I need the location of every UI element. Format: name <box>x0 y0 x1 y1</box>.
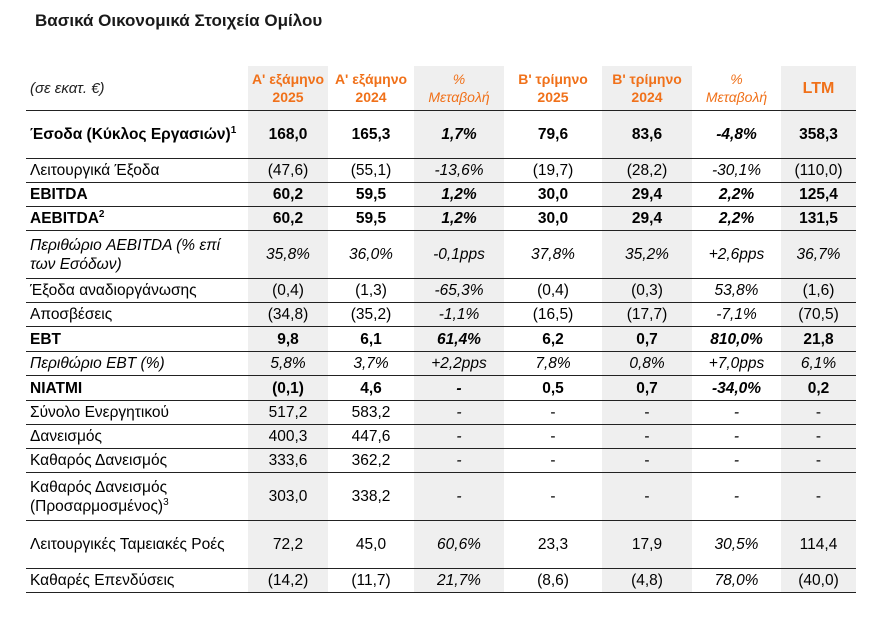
table-cell: - <box>781 425 856 449</box>
table-cell: (1,6) <box>781 279 856 303</box>
col-h1-2024: Α' εξάμηνο 2024 <box>328 66 414 111</box>
table-cell: 17,9 <box>602 521 692 569</box>
table-cell: (0,4) <box>504 279 602 303</box>
table-cell: 0,5 <box>504 376 602 401</box>
table-row <box>26 303 856 327</box>
table-cell: 131,5 <box>781 207 856 231</box>
table-cell: 517,2 <box>248 401 328 425</box>
table-cell: 125,4 <box>781 183 856 207</box>
table-cell: 30,0 <box>504 207 602 231</box>
table-cell: 29,4 <box>602 183 692 207</box>
row-label: EBT <box>26 327 248 352</box>
table-row <box>26 449 856 473</box>
table-cell: (55,1) <box>328 159 414 183</box>
financial-table <box>26 66 856 593</box>
row-label: NIATMI <box>26 376 248 401</box>
table-cell: 1,7% <box>414 111 504 159</box>
table-cell: (28,2) <box>602 159 692 183</box>
table-cell: 0,7 <box>602 376 692 401</box>
table-cell: 23,3 <box>504 521 602 569</box>
table-row <box>26 207 856 231</box>
table-cell: -30,1% <box>692 159 781 183</box>
table-cell: 72,2 <box>248 521 328 569</box>
table-cell: (11,7) <box>328 569 414 593</box>
col-q2-2024: Β' τρίμηνο 2024 <box>602 66 692 111</box>
col-ltm: LTM <box>781 66 856 111</box>
table-row <box>26 569 856 593</box>
table-cell: - <box>781 473 856 521</box>
table-cell: (17,7) <box>602 303 692 327</box>
table-cell: 30,5% <box>692 521 781 569</box>
row-label: Έσοδα (Κύκλος Εργασιών)$^1$ <box>26 111 248 159</box>
table-row <box>26 279 856 303</box>
table-cell: 358,3 <box>781 111 856 159</box>
table-cell: 1,2% <box>414 183 504 207</box>
row-label: Αποσβέσεις <box>26 303 248 327</box>
table-cell: - <box>504 401 602 425</box>
table-cell: - <box>692 449 781 473</box>
table-cell: (70,5) <box>781 303 856 327</box>
table-cell: (14,2) <box>248 569 328 593</box>
table-cell: - <box>414 473 504 521</box>
row-label: AEBITDA$^2$ <box>26 207 248 231</box>
row-label: Σύνολο Ενεργητικού <box>26 401 248 425</box>
footnote-marker: 1 <box>230 124 237 136</box>
table-cell: 79,6 <box>504 111 602 159</box>
table-cell: - <box>692 425 781 449</box>
table-cell: - <box>692 473 781 521</box>
table-cell: 78,0% <box>692 569 781 593</box>
table-cell: -0,1pps <box>414 231 504 279</box>
table-cell: 6,2 <box>504 327 602 352</box>
table-cell: 21,8 <box>781 327 856 352</box>
table-cell: - <box>414 376 504 401</box>
table-cell: 0,8% <box>602 352 692 376</box>
table-row <box>26 401 856 425</box>
table-cell: - <box>781 401 856 425</box>
table-cell: 303,0 <box>248 473 328 521</box>
table-cell: -34,0% <box>692 376 781 401</box>
col-h1-2025: Α' εξάμηνο 2025 <box>248 66 328 111</box>
table-cell: 3,7% <box>328 352 414 376</box>
table-cell: +7,0pps <box>692 352 781 376</box>
table-cell: 810,0% <box>692 327 781 352</box>
table-cell: - <box>414 425 504 449</box>
row-label: Λειτουργικές Ταμειακές Ροές <box>26 521 248 569</box>
col-h1-change: % Μεταβολή <box>414 66 504 111</box>
table-cell: +2,2pps <box>414 352 504 376</box>
table-cell: 1,2% <box>414 207 504 231</box>
table-cell: (110,0) <box>781 159 856 183</box>
table-cell: 35,8% <box>248 231 328 279</box>
table-cell: -4,8% <box>692 111 781 159</box>
table-cell: 36,7% <box>781 231 856 279</box>
footnote-marker: 2 <box>98 208 105 220</box>
table-cell: 45,0 <box>328 521 414 569</box>
table-cell: 60,2 <box>248 207 328 231</box>
table-row <box>26 231 856 279</box>
table-cell: 168,0 <box>248 111 328 159</box>
table-cell: 60,6% <box>414 521 504 569</box>
table-cell: 338,2 <box>328 473 414 521</box>
table-cell: (0,4) <box>248 279 328 303</box>
row-label: Καθαρές Επενδύσεις <box>26 569 248 593</box>
table-cell: 83,6 <box>602 111 692 159</box>
table-cell: 400,3 <box>248 425 328 449</box>
row-label: Καθαρός Δανεισμός $(\Pi\rho o\sigma\alpha\rho\mu o\sigma\mu έ\nu o\varsigma)^3$ <box>26 473 248 521</box>
table-cell: - <box>414 401 504 425</box>
table-cell: - <box>692 401 781 425</box>
page-title: Βασικά Οικονομικά Στοιχεία Ομίλου <box>35 11 323 30</box>
table-cell: 35,2% <box>602 231 692 279</box>
table-cell: 0,2 <box>781 376 856 401</box>
table-cell: 583,2 <box>328 401 414 425</box>
table-cell: 447,6 <box>328 425 414 449</box>
footnote-marker: 3 <box>163 496 169 508</box>
table-cell: -7,1% <box>692 303 781 327</box>
table-cell: -13,6% <box>414 159 504 183</box>
table-cell: - <box>504 425 602 449</box>
table-cell: -1,1% <box>414 303 504 327</box>
table-cell: 59,5 <box>328 183 414 207</box>
table-cell: 60,2 <box>248 183 328 207</box>
row-label: Καθαρός Δανεισμός <box>26 449 248 473</box>
table-cell: (0,1) <box>248 376 328 401</box>
table-cell: 36,0% <box>328 231 414 279</box>
table-cell: 29,4 <box>602 207 692 231</box>
table-cell: 114,4 <box>781 521 856 569</box>
table-cell: 6,1% <box>781 352 856 376</box>
table-cell: 37,8% <box>504 231 602 279</box>
table-cell: 333,6 <box>248 449 328 473</box>
row-label: Λειτουργικά Έξοδα <box>26 159 248 183</box>
table-row <box>26 183 856 207</box>
col-q2-change: % Μεταβολή <box>692 66 781 111</box>
table-cell: 9,8 <box>248 327 328 352</box>
table-cell: (47,6) <box>248 159 328 183</box>
table-cell: 7,8% <box>504 352 602 376</box>
table-cell: (8,6) <box>504 569 602 593</box>
table-cell: - <box>504 473 602 521</box>
table-cell: - <box>602 425 692 449</box>
table-row <box>26 159 856 183</box>
table-cell: - <box>504 449 602 473</box>
table-cell: 0,7 <box>602 327 692 352</box>
table-cell: - <box>602 449 692 473</box>
table-cell: (16,5) <box>504 303 602 327</box>
table-cell: 53,8% <box>692 279 781 303</box>
table-cell: (0,3) <box>602 279 692 303</box>
table-cell: 59,5 <box>328 207 414 231</box>
table-row <box>26 521 856 569</box>
table-cell: -65,3% <box>414 279 504 303</box>
table-cell: +2,6pps <box>692 231 781 279</box>
table-cell: (19,7) <box>504 159 602 183</box>
table-cell: 61,4% <box>414 327 504 352</box>
table-cell: 6,1 <box>328 327 414 352</box>
table-cell: (40,0) <box>781 569 856 593</box>
table-cell: 165,3 <box>328 111 414 159</box>
table-row <box>26 473 856 521</box>
row-label: EBITDA <box>26 183 248 207</box>
table-cell: - <box>781 449 856 473</box>
col-q2-2025: Β' τρίμηνο 2025 <box>504 66 602 111</box>
unit-label: (σε εκατ. €) <box>26 66 248 111</box>
table-cell: (1,3) <box>328 279 414 303</box>
table-row <box>26 376 856 401</box>
table-cell: 2,2% <box>692 207 781 231</box>
table-cell: (35,2) <box>328 303 414 327</box>
table-row <box>26 327 856 352</box>
table-cell: (34,8) <box>248 303 328 327</box>
table-header-row <box>26 66 856 111</box>
table-cell: 2,2% <box>692 183 781 207</box>
table-cell: - <box>602 473 692 521</box>
row-label: Περιθώριο EBT (%) <box>26 352 248 376</box>
table-cell: (4,8) <box>602 569 692 593</box>
table-cell: - <box>602 401 692 425</box>
table-cell: 5,8% <box>248 352 328 376</box>
row-label: Περιθώριο AEBITDA (% επί των Εσόδων) <box>26 231 248 279</box>
row-label: Δανεισμός <box>26 425 248 449</box>
table-row <box>26 425 856 449</box>
table-row <box>26 352 856 376</box>
table-cell: 362,2 <box>328 449 414 473</box>
table-cell: - <box>414 449 504 473</box>
table-cell: 30,0 <box>504 183 602 207</box>
row-label: Έξοδα αναδιοργάνωσης <box>26 279 248 303</box>
table-row <box>26 111 856 159</box>
table-cell: 4,6 <box>328 376 414 401</box>
table-cell: 21,7% <box>414 569 504 593</box>
